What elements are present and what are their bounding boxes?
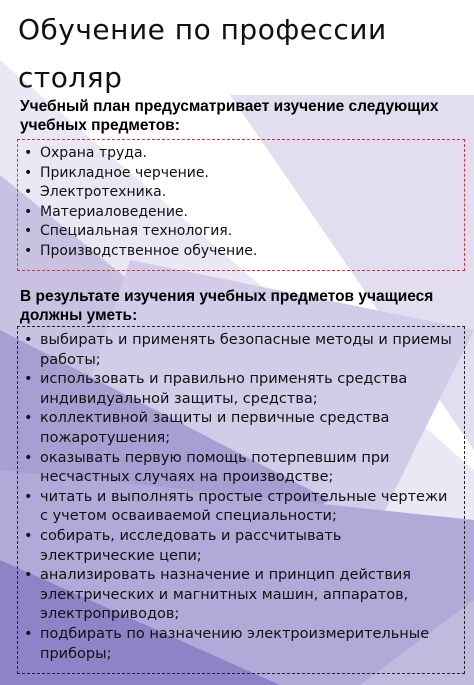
list-item: • Производственное обучение. (22, 242, 458, 262)
list-item: • оказывать первую помощь потерпевшим при несчастных случаях на производстве; (22, 449, 458, 488)
list-item: • собирать, исследовать и рассчитывать электрические цепи; (22, 527, 458, 566)
section1-heading: Учебный план предусматривает изучение следующих учебных предметов: (20, 98, 439, 134)
list-item: • Электротехника. (22, 183, 458, 203)
section2-heading: В результате изучения учебных предметов учащиеся должны уметь: (20, 288, 434, 324)
list-item: • выбирать и применять безопасные методы и приемы работы; (22, 331, 458, 370)
skills-list (22, 331, 458, 664)
list-item: • Материаловедение. (22, 203, 458, 223)
list-item: • Прикладное черчение. (22, 164, 458, 184)
list-item: • коллективной защиты и первичные средства пожаротушения; (22, 409, 458, 448)
list-item: • анализировать назначение и принцип действия электрических и магнитных машин, аппаратов, электроприводов; (22, 566, 458, 625)
subjects-box (17, 139, 465, 271)
list-item: • Специальная технология. (22, 222, 458, 242)
page-title: Обучение по профессии столяр (18, 13, 387, 94)
list-item: • подбирать по назначению электроизмерительные приборы; (22, 625, 458, 664)
list-item: • читать и выполнять простые строительные чертежи с учетом осваиваемой специальности; (22, 488, 458, 527)
list-item: • Охрана труда. (22, 144, 458, 164)
list-item: • использовать и правильно применять средства индивидуальной защиты, средства; (22, 370, 458, 409)
subjects-list (22, 144, 458, 261)
skills-box (17, 326, 465, 674)
